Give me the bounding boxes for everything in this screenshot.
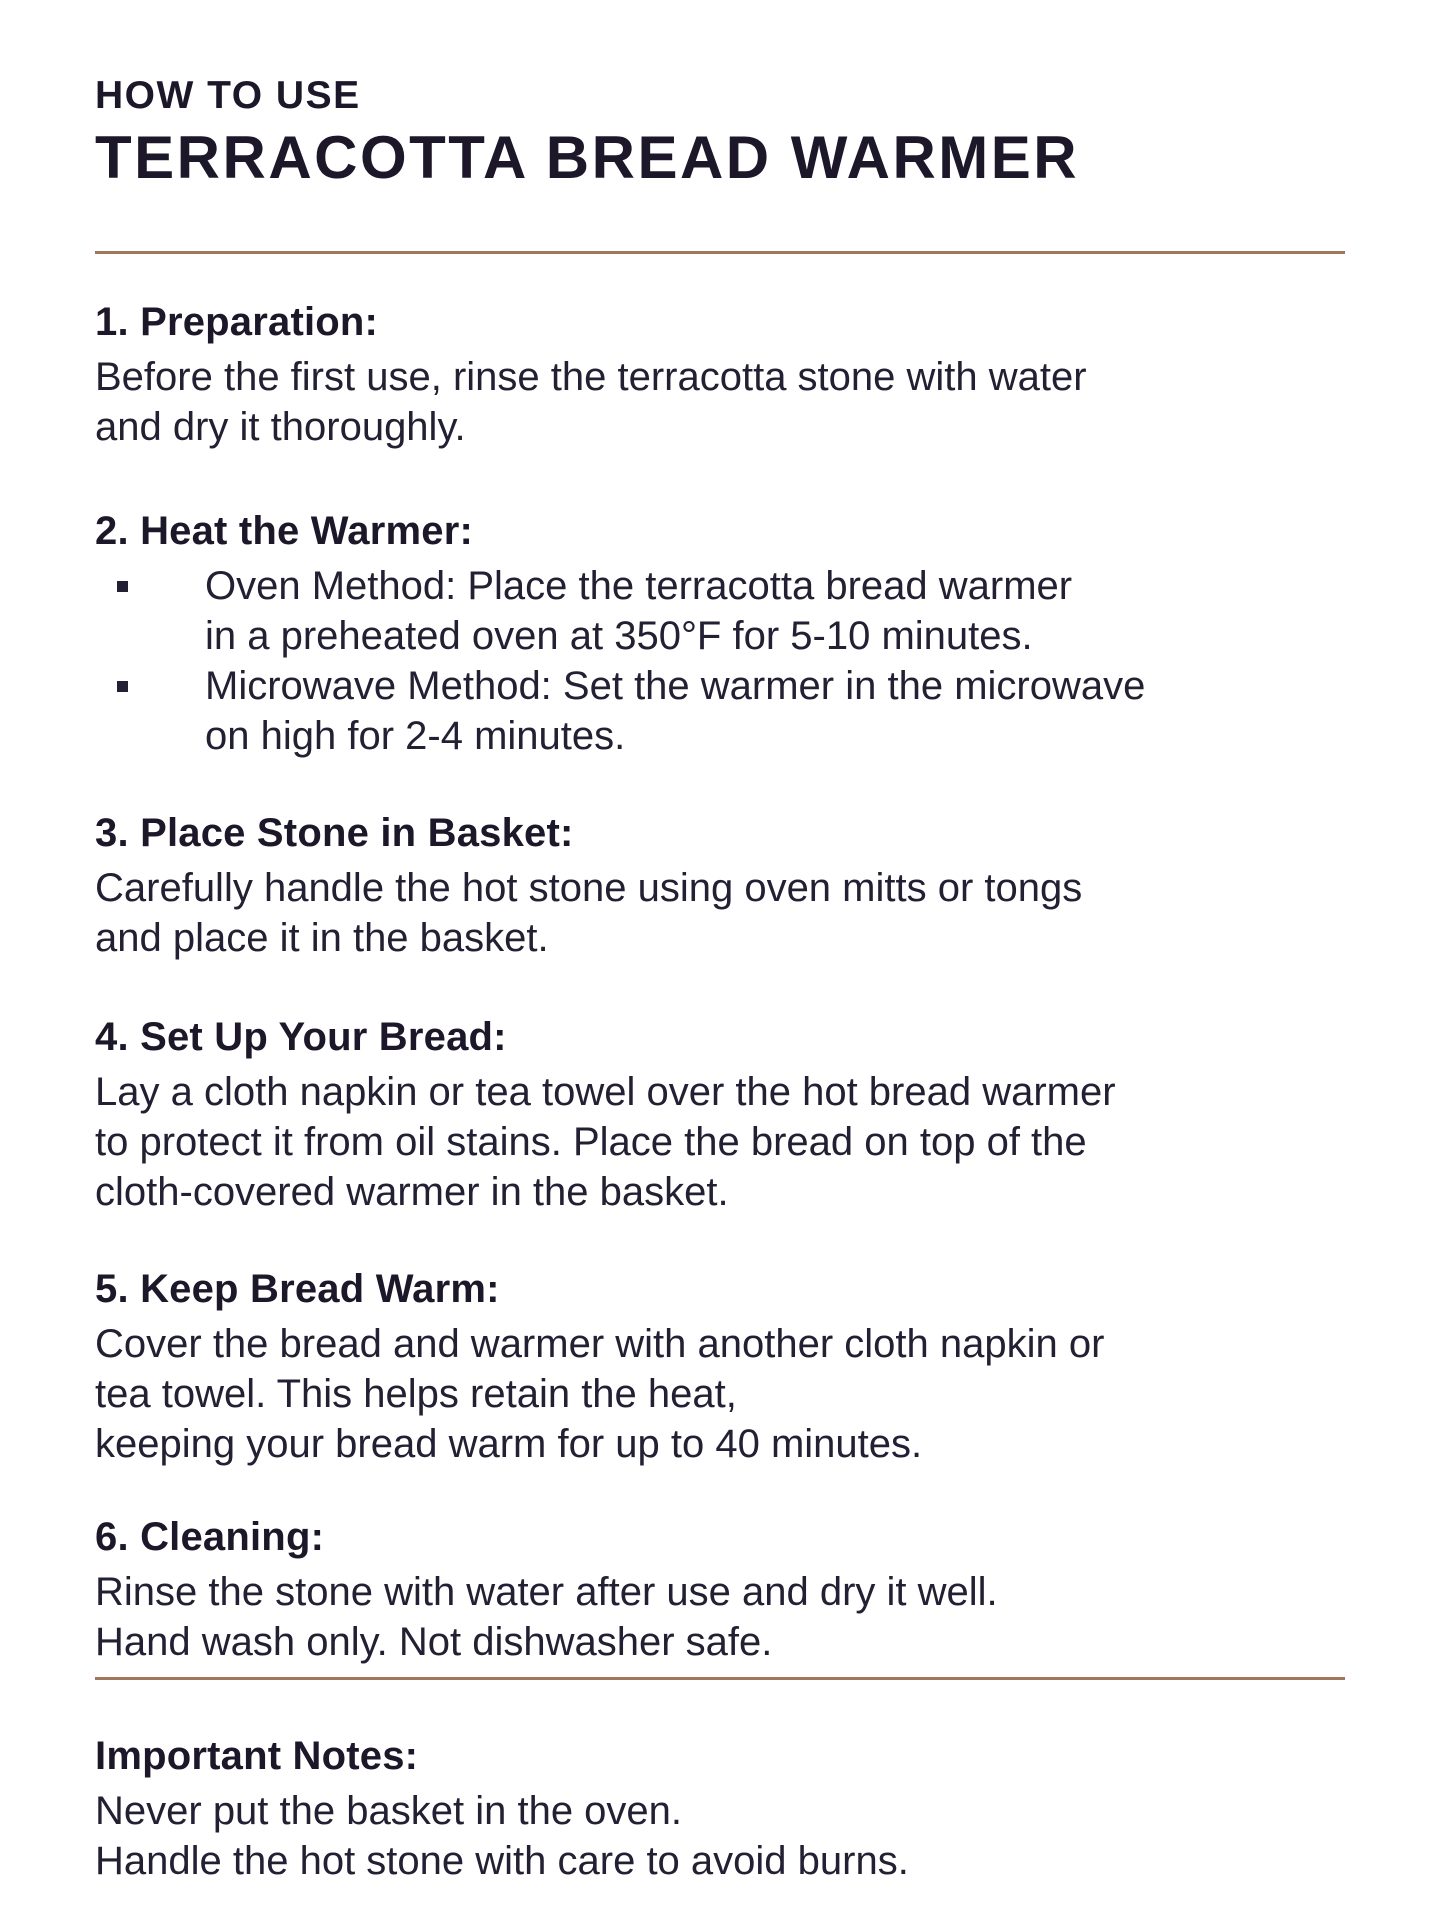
body-line: in a preheated oven at 350°F for 5-10 minutes. (205, 614, 1033, 658)
section-place-stone-in-basket (95, 809, 1345, 963)
bullet-text (205, 561, 1072, 661)
body-line: on high for 2-4 minutes. (205, 714, 626, 758)
section-keep-bread-warm (95, 1265, 1345, 1469)
section-heat-the-warmer (95, 507, 1345, 761)
body-line: and place it in the basket. (95, 916, 549, 960)
section-heading-set-up-your-bread: 4. Set Up Your Bread: (95, 1015, 507, 1059)
body-line: keeping your bread warm for up to 40 minutes. (95, 1422, 923, 1466)
body-line: Handle the hot stone with care to avoid burns. (95, 1839, 909, 1883)
body-line: Before the first use, rinse the terracotta stone with water (95, 355, 1087, 399)
section-heading-place-stone-in-basket: 3. Place Stone in Basket: (95, 811, 574, 855)
body-line: Cover the bread and warmer with another cloth napkin or (95, 1322, 1105, 1366)
body-line: to protect it from oil stains. Place the bread on top of the (95, 1120, 1087, 1164)
body-line: Hand wash only. Not dishwasher safe. (95, 1620, 773, 1664)
bullet-oven-method (95, 561, 1345, 661)
page-title: TERRACOTTA BREAD WARMER (95, 124, 1080, 191)
body-line: cloth-covered warmer in the basket. (95, 1170, 729, 1214)
section-heading-important-notes: Important Notes: (95, 1734, 419, 1778)
section-heading-preparation: 1. Preparation: (95, 300, 379, 344)
section-important-notes (95, 1732, 1345, 1886)
body-line: Microwave Method: Set the warmer in the microwave (205, 664, 1146, 708)
section-heading-keep-bread-warm: 5. Keep Bread Warm: (95, 1267, 500, 1311)
body-line: Oven Method: Place the terracotta bread warmer (205, 564, 1073, 608)
bullet-microwave-method (95, 661, 1345, 761)
section-set-up-your-bread (95, 1013, 1345, 1217)
bullet-text (205, 661, 1145, 761)
body-line: and dry it thoroughly. (95, 405, 466, 449)
section-heading-cleaning: 6. Cleaning: (95, 1515, 325, 1559)
bottom-divider (95, 1677, 1345, 1680)
section-cleaning (95, 1513, 1345, 1667)
eyebrow-title: HOW TO USE (95, 74, 361, 117)
square-bullet-icon (117, 581, 128, 592)
body-line: Carefully handle the hot stone using oven mitts or tongs (95, 866, 1083, 910)
body-line: Lay a cloth napkin or tea towel over the hot bread warmer (95, 1070, 1116, 1114)
section-heading-heat-the-warmer: 2. Heat the Warmer: (95, 509, 473, 553)
top-divider (95, 251, 1345, 254)
body-line: tea towel. This helps retain the heat, (95, 1372, 737, 1416)
square-bullet-icon (117, 681, 128, 692)
document-header (95, 72, 1345, 194)
body-line: Rinse the stone with water after use and dry it well. (95, 1570, 998, 1614)
body-line: Never put the basket in the oven. (95, 1789, 683, 1833)
section-preparation (95, 298, 1345, 452)
